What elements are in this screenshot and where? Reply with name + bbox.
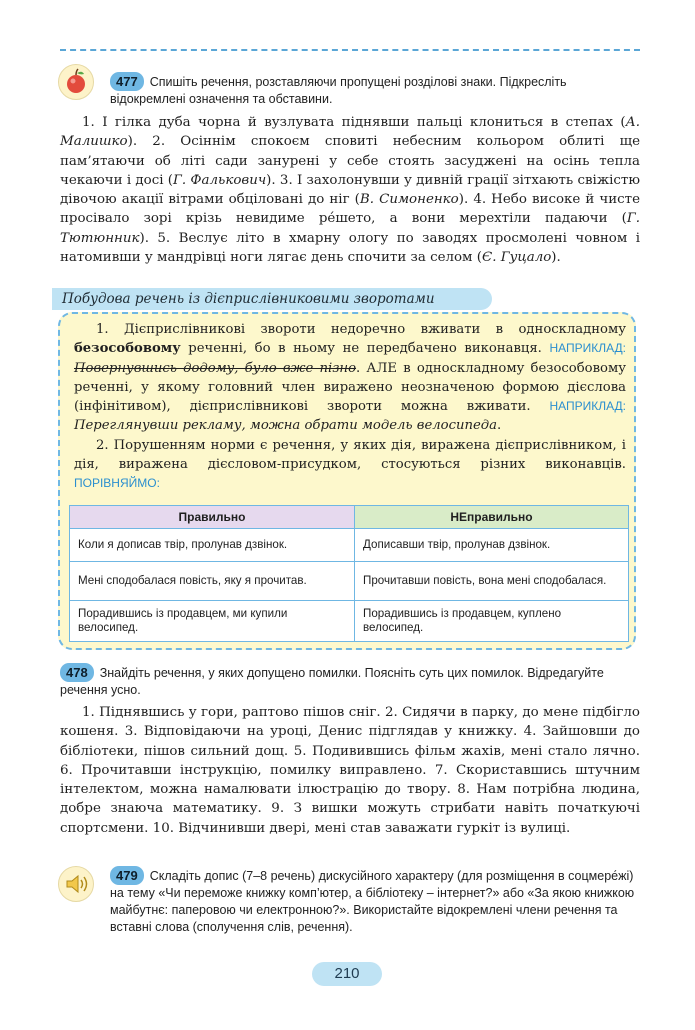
rule-text: 1. Дієприслівникові звороти недоречно вживати в односкладному безособовому реченні, бо в ньому не передбачено виконавця. НАПРИКЛАД: Повернувшись додому, було вже пізно. АЛЕ в односкладному безособовому реченні, у якому головний член виражено неозначеною формою дієслова (інфінітивом), дієприслівникові звороти можна вживати. НАПРИКЛАД: Переглянувши рекламу, можна обрати модель велосипеда. 2. Порушенням норми є речення, у яких дія, виражена дієприслівником, і дія, виражена дієсловом-присудком, стосуються різних виконавців. ПОРІВНЯЙМО: — [74, 322, 626, 491]
table-row: Мені сподобалася повість, яку я прочитав. Прочитавши повість, вона мені сподобалася. — [70, 562, 629, 601]
header-correct: Правильно — [70, 506, 355, 529]
exercise-478-text: 1. Піднявшись у гори, раптово пішов сніг. 2. Сидячи в парку, до мене підбігло кошеня. 3. Відповідаючи на уроці, Денис підглядав у книжку. 4. Зайшовши до бібліотеки, пішов сильний дощ. 5. Подивившись фільм жахів, мені стало лячно. 6. Прочитавши інструкцію, помилку виправлено. 7. Скориставшись штучним інтелектом, можна намалювати ілюстрацію до твору. 8. Нам потрібна людина, добре знаюча математику. 9. З вишки можуть стрибати навіть початкуючі спортсмени. 10. Відчинивши двері, мені став заважати гуркіт із вулиці. — [60, 705, 640, 836]
exercise-479-instruction: 479 Складіть допис (7–8 речень) дискусійного характеру (для розміщення в соцмере́жі) на тему «Чи переможе книжку комп’ютер, а бібліотеку – інтернет?» або «За якою книжкою майбутнє: паперовою чи електронною?». Використайте відокремлені члени речення та вставні слова (сполучення слів, речення). — [110, 868, 635, 934]
exercise-477-instruction: 477 Спишіть речення, розставляючи пропущені розділові знаки. Підкресліть відокремлені означення та обставини. — [110, 74, 567, 106]
comparison-table — [69, 505, 629, 642]
page-number: 210 — [312, 962, 382, 986]
top-divider — [60, 49, 640, 51]
rule-heading: Побудова речень із дієприслівниковими зворотами — [52, 288, 492, 310]
exercise-477-text: 1. І гілка дуба чорна й вузлувата піднявши пальці клониться в степах (А. Малишко). 2. Осіннім спокоєм сповиті небесним кольором облиті ще пам’ятаючи об літі сади занурені у себе стоять засуджені на осінь тепла чекаючи і досі (Г. Фалькович). 3. І захолонувши у дивній грації зітхають свіжістю дівочою акації вітрами обціловані до ніг (В. Симоненко). 4. Небо високе й чисте просівало зорі крізь невидиме ре́шето, а вони мерехтіли падаючи (Г. Тютюнник). 5. Веслує літо в хмарну ологу по заводях просмолені човном і натомивши у мандрівці ноги лягає день спочити за селом (Є. Гуцало). — [60, 115, 640, 266]
wrong-example: Повернувшись додому, було вже пізно — [74, 360, 357, 376]
compare-label: ПОРІВНЯЙМО: — [74, 476, 160, 491]
exercise-478-instruction: 478 Знайдіть речення, у яких допущено помилки. Поясніть суть цих помилок. Відредагуйте речення усно. — [60, 665, 604, 697]
table-row: Коли я дописав твір, пролунав дзвінок. Дописавши твір, пролунав дзвінок. — [70, 529, 629, 562]
exercise-478-badge: 478 — [60, 663, 94, 682]
apple-icon — [58, 64, 94, 100]
table-row: Порадившись із продавцем, ми купили велосипед. Порадившись із продавцем, куплено велосипед. — [70, 601, 629, 642]
exercise-477-badge: 477 — [110, 72, 144, 91]
example-label: НАПРИКЛАД: — [549, 341, 626, 356]
correct-example: Переглянувши рекламу, можна обрати модель велосипеда — [74, 418, 497, 434]
example-label: НАПРИКЛАД: — [549, 399, 626, 414]
exercise-479-badge: 479 — [110, 866, 144, 885]
speaker-icon — [58, 866, 94, 902]
header-incorrect: НЕправильно — [355, 506, 629, 529]
